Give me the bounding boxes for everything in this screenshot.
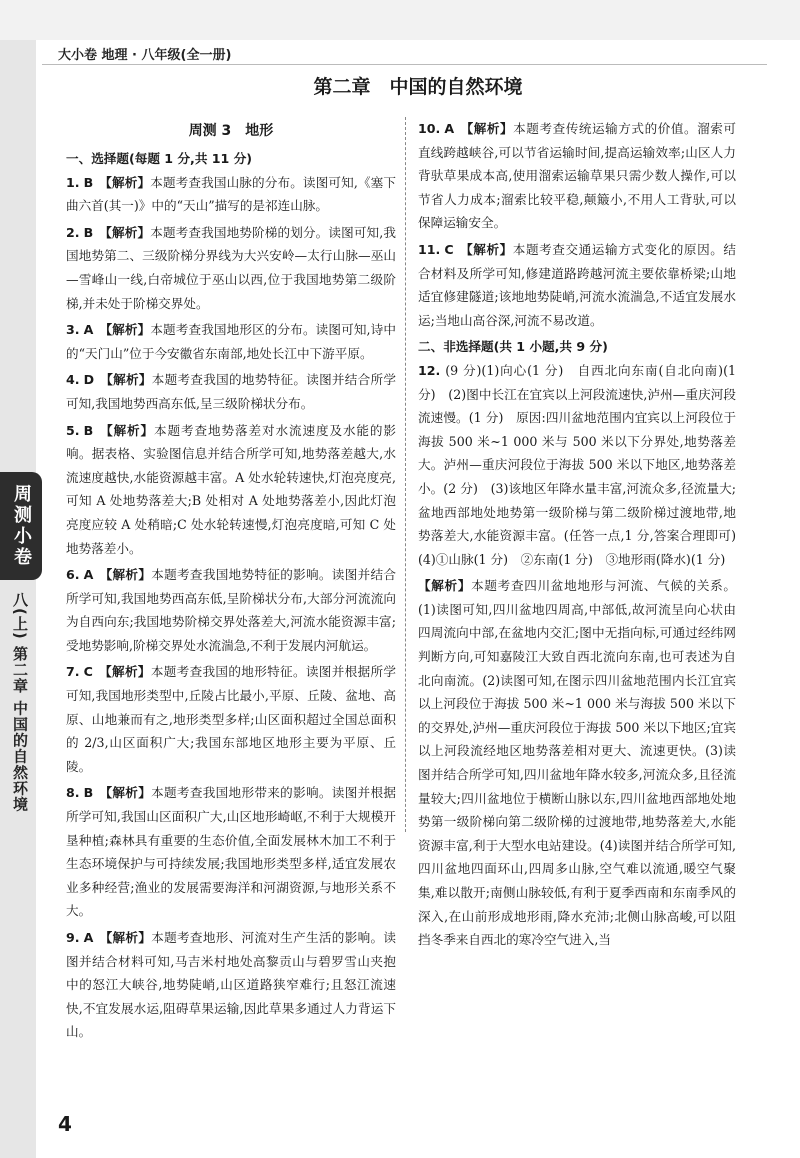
- question-number: 6.: [66, 567, 80, 583]
- question-number: 7.: [66, 664, 80, 680]
- answer-letter: A: [83, 567, 94, 583]
- question-item: [66, 926, 396, 1044]
- question-12: [418, 359, 749, 571]
- analysis-text: 本题考查交通运输方式变化的原因。结合材料及所学可知,修建道路跨越河流主要依靠桥梁;山地适宜修建隧道;该地地势陡峭,河流水流湍急,不适宜发展水运;当地山高谷深,河流不易改道。: [418, 241, 737, 328]
- analysis-text: 本题考查我国地势特征的影响。读图并结合所学可知,我国地势西高东低,呈阶梯状分布,大部分河流流向为自西向东;我国地势阶梯交界处落差大,河流水能资源丰富;受地势影响,阶梯交界处水流湍急,不利于发展内河航运。: [66, 567, 397, 653]
- analysis-text: 本题考查地势落差对水流速度及水能的影响。据表格、实验图信息并结合所学可知,地势落差越大,水流速度越快,水能资源越丰富。A 处水轮转速快,灯泡亮度亮,可知 A 处地势落差大;B 处相对 A 处地势落差小,因此灯泡亮度应较 A 处稍暗;C 处水轮转速慢,灯泡亮度暗,可知 C 处地势落差小。: [66, 422, 397, 556]
- analysis-tag: 【解析】: [99, 174, 151, 190]
- header-divider: [42, 64, 767, 65]
- question-number: 1.: [66, 174, 80, 190]
- top-band: [0, 0, 800, 40]
- analysis-text: 本题考查地形、河流对生产生活的影响。读图并结合材料可知,马吉米村地处高黎贡山与碧罗雪山夹抱中的怒江大峡谷,地势陡峭,山区道路狭窄难行;且怒江流速快,不宜发展水运,阻碍草果运输,因此草果多通过人力背运下山。: [66, 930, 397, 1040]
- analysis-text: 本题考查我国地形带来的影响。读图并根据所学可知,我国山区面积广大,山区地形崎岖,不利于大规模开垦种植;森林具有重要的生态价值,全面发展林木加工不利于生态环境保护与可持续发展;我国地形类型多样,适宜发展农业多种经营;渔业的发展需要海洋和河湖资源,与地形关系不大。: [66, 785, 397, 919]
- question-number: 3.: [66, 322, 80, 338]
- question-number: 10.: [418, 121, 441, 136]
- analysis-text: 本题考查四川盆地地形与河流、气候的关系。(1)读图可知,四川盆地四周高,中部低,故河流呈向心状由四周流向中部,在盆地内交汇;图中无指向标,可通过经纬网判断方向,可知嘉陵江大致自西北流向东南,也可表述为自北向南流。(2)读图可知,在图示四川盆地范围内长江宜宾以上河段位于海拔 500 米~1 000 米与海拔 500 米以下的交界处,泸州—重庆河段位于海拔 500 米以下地区;宜宾以上河段流经地区地势落差相对更大、流速更快。(3)读图并结合所学可知,四川盆地年降水较多,河流众多,且径流量较大;四川盆地位于横断山脉以东,四川盆地西部地处地势第一级阶梯向第二级阶梯的过渡地带,地势落差大,水能资源丰富,利于大型水电站建设。(4)读图并结合所学可知,四川盆地四面环山,四周多山脉,空气难以流通,暖空气聚集,难以散开;南侧山脉较低,有利于夏季西南和东南季风的深入,在山前形成地形雨,降水充沛;北侧山脉高峻,可以阻挡冬季来自西北的寒冷空气进入,当: [418, 578, 737, 948]
- analysis-tag: 【解析】: [460, 121, 514, 136]
- answer-letter: B: [83, 422, 94, 438]
- question-number: 9.: [66, 930, 80, 945]
- question-item: [66, 171, 396, 218]
- section-title: 周测 3 地形: [188, 123, 274, 139]
- question-12-analysis: [418, 574, 736, 952]
- question-number: 11.: [418, 241, 441, 257]
- analysis-tag: 【解析】: [418, 578, 472, 594]
- side-chapter-label: 八(上) 第二章 中国的自然环境: [11, 592, 29, 813]
- answer-letter: A: [444, 121, 455, 136]
- question-item: [66, 368, 396, 415]
- question-number: 5.: [66, 422, 80, 438]
- question-number: 12.: [418, 362, 441, 378]
- analysis-text: 本题考查我国地势阶梯的划分。读图可知,我国地势第二、三级阶梯分界线为大兴安岭—太行山脉—巫山—雪峰山一线,白帝城位于巫山以西,位于我国地势第二级阶梯,并未处于阶梯交界处。: [66, 224, 397, 311]
- left-question-list: [66, 171, 396, 1044]
- analysis-text: 本题考查传统运输方式的价值。溜索可直线跨越峡谷,可以节省运输时间,提高运输效率;山区人力背驮草果成本高,使用溜索运输草果只需少数人操作,可以节省人力成本;溜索比较平稳,颠簸小,不用人工背驮,可以保障运输安全。: [418, 121, 737, 231]
- question-item: [418, 238, 736, 332]
- part1-heading: 一、选择题(每题 1 分,共 11 分): [66, 151, 253, 166]
- answer-letter: B: [83, 174, 94, 190]
- analysis-tag: 【解析】: [99, 567, 152, 583]
- left-column: [66, 117, 396, 1047]
- page-number: 4: [58, 1112, 72, 1136]
- analysis-tag: 【解析】: [100, 372, 152, 388]
- right-question-list: [418, 117, 736, 332]
- question-item: [66, 563, 396, 657]
- analysis-text: 本题考查我国的地势特征。读图并结合所学可知,我国地势西高东低,呈三级阶梯状分布。: [66, 372, 397, 411]
- answer-letter: B: [83, 785, 94, 801]
- part2-heading: 二、非选择题(共 1 小题,共 9 分): [418, 339, 608, 355]
- analysis-tag: 【解析】: [98, 664, 151, 680]
- question-12-answer: (9 分)(1)向心(1 分) 自西北向东南(自北向南)(1 分) (2)图中长江在宜宾以上河段流速快,泸州—重庆河段流速慢。(1 分) 原因:四川盆地范围内宜宾以上河段位于海拔 500 米~1 000 米与 500 米以下分界处,地势落差大。泸州—重庆河段位于海拔 500 米以下地区,地势落差小。(2 分) (3)该地区年降水量丰富,河流众多,径流量大;盆地西部地处地势第一级阶梯与第二级阶梯过渡地带,地势落差大,水能资源丰富。(任答一点,1 分,答案合理即可) (4)①山脉(1 分) ②东南(1 分) ③地形雨(降水)(1 分): [418, 362, 749, 567]
- analysis-text: 本题考查我国地形区的分布。读图可知,诗中的“天门山”位于今安徽省东南部,地处长江中下游平原。: [66, 322, 396, 361]
- question-number: 4.: [66, 372, 80, 388]
- book-header: 大小卷 地理 · 八年级(全一册): [58, 48, 232, 63]
- question-item: [66, 660, 396, 778]
- answer-letter: C: [83, 664, 93, 680]
- question-number: 8.: [66, 785, 80, 801]
- question-number: 2.: [66, 224, 80, 240]
- side-tab: [0, 472, 42, 580]
- answer-letter: D: [83, 372, 95, 388]
- analysis-tag: 【解析】: [99, 785, 152, 801]
- answer-letter: B: [83, 224, 94, 240]
- column-divider: [405, 117, 406, 832]
- answer-letter: A: [83, 322, 94, 338]
- question-item: [418, 117, 736, 235]
- question-item: [66, 318, 396, 365]
- answer-letter: A: [83, 930, 94, 945]
- analysis-tag: 【解析】: [99, 422, 155, 438]
- answer-letter: C: [444, 241, 454, 257]
- chapter-title: 第二章 中国的自然环境: [313, 76, 523, 98]
- analysis-tag: 【解析】: [99, 930, 152, 945]
- analysis-tag: 【解析】: [99, 322, 151, 338]
- question-item: [66, 781, 396, 923]
- analysis-text: 本题考查我国的地形特征。读图并根据所学可知,我国地形类型中,丘陵占比最小,平原、丘陵、盆地、高原、山地兼而有之,地形类型多样;山区面积超过全国总面积的 2/3,山区面积广大;我国东部地区地形主要为平原、丘陵。: [66, 664, 397, 774]
- analysis-tag: 【解析】: [459, 241, 513, 257]
- analysis-tag: 【解析】: [99, 224, 151, 240]
- side-tab-label: 周测小卷: [11, 484, 32, 568]
- right-column: [418, 117, 749, 955]
- question-item: [66, 221, 396, 315]
- question-item: [66, 419, 396, 561]
- analysis-text: 本题考查我国山脉的分布。读图可知,《塞下曲六首(其一)》中的“天山”描写的是祁连山脉。: [66, 174, 397, 214]
